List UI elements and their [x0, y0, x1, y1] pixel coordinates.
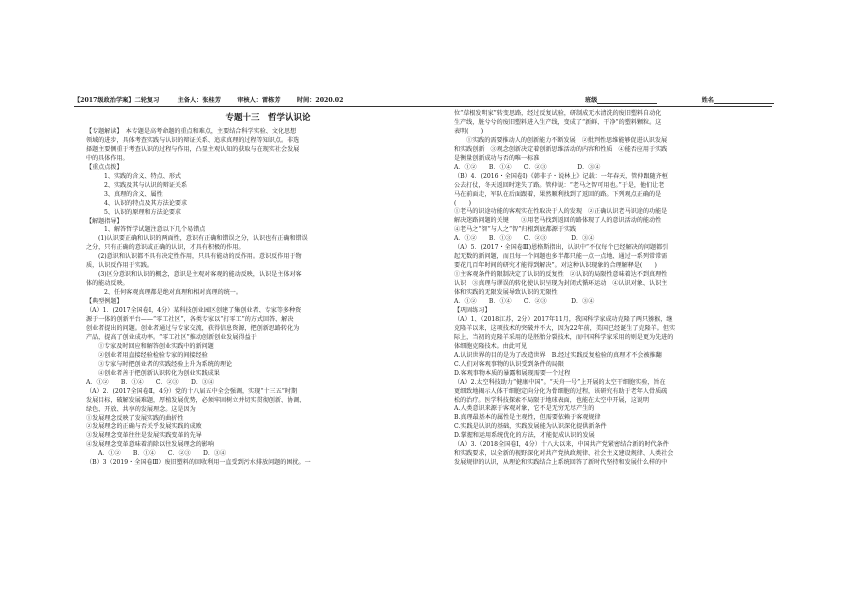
text-line: 【解题指导】 [86, 217, 123, 225]
text-line: 体的能动反映。 [86, 280, 129, 288]
text-line: （B）4．(2016・全国卷Ⅰ)《韩非子・说林上》记载：一年春天，管仲跟随齐桓 [454, 172, 668, 180]
header-time: 时间：2020.02 [296, 97, 344, 104]
text-line: 【专题解读】 本专题是高考命题的重点和难点，主要结合科学实验、文化思想 [86, 128, 297, 135]
text-line: A．①② B．①③ C．②③ D．③④ [454, 235, 595, 243]
text-line: （A）3.（2018全国卷Ⅰ，4分）十八大以来，中国共产党紧密结合新的时代条件 [454, 441, 669, 449]
header-right [585, 95, 774, 104]
text-line: A．①② B．①④ C．②③ D．③④ [454, 163, 601, 171]
text-line: D.掌握和运用系统优化的方法，才能促成认识的发展 [454, 432, 595, 440]
text-line: 和实践要求，以全新的视野深化对共产党执政规律、社会主义建设规律、人类社会 [454, 450, 674, 458]
text-line: ④发展理念变革意味着消除以往发展理念的影响 [86, 441, 214, 449]
class-blank [597, 97, 657, 104]
text-line: ②创业者用直接经验检验专家的间接经验 [98, 351, 208, 359]
header-reviewer: 审核人：雷栋芳 [237, 97, 281, 104]
text-line: 和实践创新 ③观念创新决定着创新思维活动的内容和性质 ④能否应用于实践 [454, 145, 668, 153]
text-line: 1、解答哲学试题注意以下几个易错点 [104, 226, 206, 234]
class-label: 班级 [584, 97, 598, 104]
text-line: 5、认识的原理和方法论要求 [104, 208, 182, 216]
text-line: 中的具体作用。 [86, 154, 129, 162]
text-line: ④创业者善于把创新认识转化为创业实践成果 [98, 369, 220, 377]
text-line: 生产线，脏兮兮的废旧塑料进入生产线，变成了“新鲜、干净”的塑料颗粒。这 [454, 118, 662, 126]
name-label: 姓名 [701, 97, 714, 104]
page-title: 专题十三 哲学认识论 [225, 113, 311, 123]
text-line: ①老马的识途功能的客观实在性取决于人的发现 ②正确认识老马识途的功能是 [454, 208, 668, 216]
header-rule [74, 106, 772, 107]
text-line: ④老马之“智”与人之“智”归根到底都源于实践 [454, 226, 577, 234]
text-line: 马在前面走，军队在后面跟着，果然顺利找到了返回的路。下列观点正确的是 [454, 190, 662, 198]
text-line: 2、实践及其与认识的辩证关系 [104, 181, 188, 189]
text-line: 位“草根发明家”转变思路，经过反复试验，研制成无水清洗的废旧塑料自动化 [454, 110, 662, 117]
text-line: 是衡量创新成功与否的唯一标准 [454, 154, 540, 162]
text-line: 际上，当初的克隆羊采用的是胚胎分裂技术，而中国科学家采用的则是更为先进的 [454, 333, 674, 341]
text-line: （A）2．(2017全国卷Ⅱ，4分）党的十八届五中全会强调，实现“十三五”时期 [86, 387, 298, 395]
text-line: ①专家及时回应和解答创业实践中的新问题 [98, 342, 214, 350]
text-line: 发展目标，破解发展难题，厚植发展优势，必须牢固树立并切实贯彻创新、协调、 [86, 396, 306, 404]
text-line: (2)意识和认识都不具有决定性作用，只具有能动的反作用。意识反作用于物 [98, 253, 302, 261]
text-line: ( ) [454, 199, 471, 207]
text-line: ③专家与时把创业者的实践经验上升为系统的理论 [98, 360, 233, 368]
text-line: D.客观事物本质的暴露和展现需要一个过程 [454, 369, 571, 377]
text-line: 领域的进步，具体考查实践与认识的辩证关系、追求真理的过程等知识点。非选 [86, 136, 300, 144]
text-line: (1)认识要正确和认识的两面性，意识有正确和错误之分，认识也有正确和错误 [98, 235, 308, 243]
text-line: 松的治疗。医学科技探索不局限于地球表面，也能在太空中开展，这说明 [454, 396, 649, 404]
text-line: A.人类意识来源于客观对象，它不是无穷无尽产生的 [454, 405, 595, 413]
text-line: 起无数的新问题，而且每一个问题也多半都只能一点一点地、通过一系列常常需 [454, 253, 668, 261]
text-line: C.实践是认识的基础，实践发展能为认识深化提供新条件 [454, 423, 607, 431]
text-line: 2、任何客观真理都是绝对真理和相对真理的统一。 [104, 289, 242, 297]
text-line: 认识 ③真理与谬误的转化使认识呈现为封闭式循环运动 ④认识对象、认识主 [454, 280, 668, 288]
header-editor: 主备人：张桂芳 [177, 97, 221, 104]
text-line: A．①② B．①④ C．②③ D．③④ [454, 298, 595, 306]
text-line: 择题主要侧重于考查认识的过程与作用，凸显主观认知的获取与在现实社会发展 [86, 145, 300, 153]
text-line: ①实践的需要推动人的创新能力不断发展 ②批判性思维能够促进认识发展 [466, 136, 668, 144]
text-line: （A）1．(2017全国卷Ⅰ，4分）某科技创业园区创建了集创业者、专家等多种资 [86, 307, 302, 315]
text-line: 【重点点拨】 [86, 163, 123, 171]
text-line: 【巩固练习】 [454, 306, 491, 314]
text-line: （A）1、（2018江苏，2分）2017年11月，我国科学家成功克隆了两只猕猴，继 [454, 315, 673, 323]
text-line: 1、实践的含义、特点、形式 [104, 172, 182, 180]
text-line: 3、真理的含义、属性 [104, 190, 163, 198]
text-line: A．①② B．①④ C．②③ D．③④ [86, 378, 215, 386]
text-line: 产品，提高了创业成功率。“零工社区”推动创新创业发展得益于 [86, 333, 257, 341]
text-line: 克隆羊以来，这项技术的突破并不大，因为22年前，美国已经诞生了克隆羊。但实 [454, 324, 676, 332]
text-line: 体细胞克隆技术。由此可见 [454, 342, 528, 350]
text-line: 绿色、开放、共享的发展理念。这是因为 [86, 405, 196, 413]
text-line: 解决迷路问题的关键 ③用老马找到返回的路体现了人的意识活动的能动性 [454, 217, 662, 225]
text-line: 质，认识反作用于实践。 [86, 262, 154, 270]
text-line: （A）5．(2017・全国卷Ⅲ)恩格斯指出，认识中“不仅每个已经解决的问题都引 [454, 244, 669, 252]
text-line: ①发展理念反映了发展实践的曲折性 [86, 414, 184, 422]
header-left [74, 95, 343, 104]
text-line: 更细致地揭示人体干细胞定向分化为骨细胞的过程，该研究有助于老年人骨质疏 [454, 387, 668, 395]
text-line: 要花几百年时间的研究才能得到解决”。对这种认识现象的合理解释是( ) [454, 262, 657, 270]
text-line: 发展规律的认识，从理论和实践结合上系统回答了新时代坚持和发展什么样的中 [454, 459, 668, 467]
text-line: C.人们对客观事物的认识受到条件的局限 [454, 360, 564, 368]
name-blank [714, 97, 774, 104]
text-line: 公去打仗，冬天返回时迷失了路。管仲说：“老马之智可用也。”于是，他们让老 [454, 181, 665, 189]
text-line: (3)区分意识和认识的概念，意识是主观对客观的能动反映，认识是主体对客 [98, 271, 302, 279]
text-line: ②发展理念的正确与否关乎发展实践的成败 [86, 423, 202, 431]
text-line: ③发展理念变革往往是发展实践变革的先导 [86, 432, 202, 440]
header-course: 【2017级政治学案】二轮复习 [74, 97, 160, 104]
text-line: 源于一体的创新平台——“零工社区”，各类专家以“打零工”的方式回答、解决 [86, 316, 294, 324]
text-line: B.真理最基本的属性是主观性，但需要依赖于客观规律 [454, 414, 601, 422]
text-line: （B）3（2019・全国卷Ⅲ）废旧塑料的回收利用一直受到污水排放问题的困扰。一 [86, 459, 311, 467]
text-line: ①主客观条件的限制决定了认识的反复性 ②认识的局限性意味着达不到真理性 [454, 271, 668, 279]
text-line: A．①② B．①④ C．②③ D．③④ [98, 450, 227, 458]
text-line: 【典型例题】 [86, 298, 123, 306]
text-line: 创业者提出的问题。创业者通过与专家交流，获得信息资源，把创新思路转化为 [86, 324, 300, 332]
text-line: 体和实践的无限发展导致认识的无限性 [454, 289, 558, 297]
left-column [86, 110, 450, 468]
text-line: 表明( ) [454, 127, 484, 135]
text-line: 之分，只有正确的意识或正确的认识，才具有积极的作用。 [86, 244, 245, 252]
text-line: （A）2.太空科技助力“健康中国”。“天舟一号”上开展的太空干细胞实验，旨在 [454, 378, 666, 386]
text-line: 4、认识的特点及其方法论要求 [104, 199, 188, 207]
text-line: A.认识世界的目的是为了改造世界 B.经过实践反复检验的真理才不会被推翻 [454, 351, 662, 359]
right-column [454, 110, 772, 468]
